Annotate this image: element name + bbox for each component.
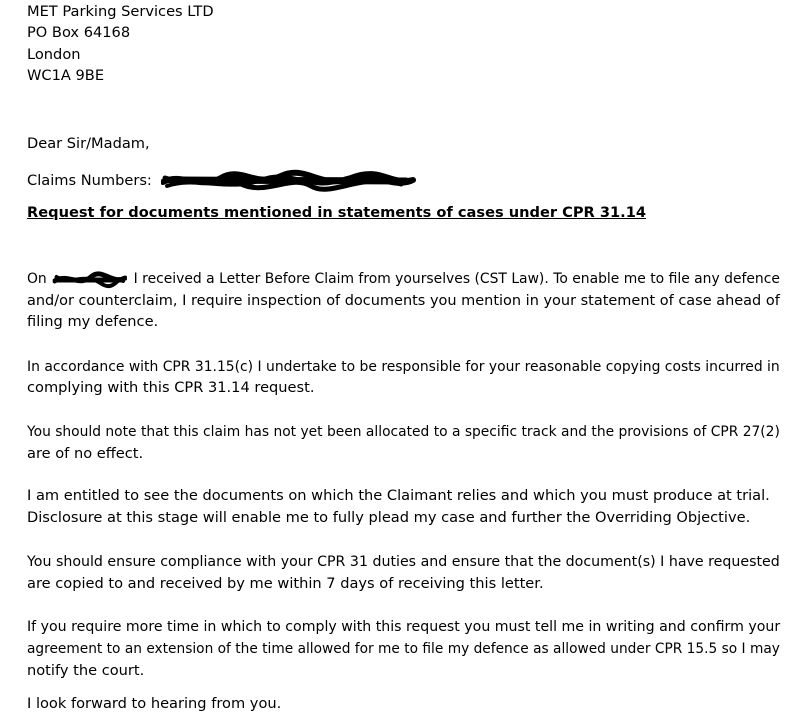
claims-label: Claims Numbers: (27, 172, 152, 189)
redaction-scribble (161, 168, 416, 194)
address-city: London (27, 46, 81, 63)
paragraph-1-prefix: On (27, 270, 47, 287)
date-redaction-scribble (53, 269, 127, 289)
paragraph-1-line-1 (27, 268, 780, 290)
paragraph-2-line-2: complying with this CPR 31.14 request. (27, 379, 315, 396)
paragraph-1-line-3: filing my defence. (27, 313, 159, 330)
letter-heading: Request for documents mentioned in statements of cases under CPR 31.14 (27, 204, 647, 221)
paragraph-6-line-3: notify the court. (27, 662, 145, 679)
paragraph-3-line-1: You should note that this claim has not yet been allocated to a specific track and the provisions of CPR 27(2) (27, 423, 780, 440)
paragraph-4-line-2: Disclosure at this stage will enable me to fully plead my case and further the Overriding Objective. (27, 509, 751, 526)
paragraph-6-line-2: agreement to an extension of the time allowed for me to file my defence as allowed under CPR 15.5 so I may (27, 640, 780, 657)
address-postcode: WC1A 9BE (27, 67, 105, 84)
paragraph-3-line-2: are of no effect. (27, 445, 144, 462)
paragraph-5-line-2: are copied to and received by me within 7 days of receiving this letter. (27, 575, 544, 592)
closing-line: I look forward to hearing from you. (27, 695, 282, 712)
paragraph-5-line-1: You should ensure compliance with your CPR 31 duties and ensure that the document(s) I have requested (27, 553, 780, 570)
claims-line (27, 168, 416, 194)
address-po-box: PO Box 64168 (27, 24, 131, 41)
address-company: MET Parking Services LTD (27, 3, 214, 20)
paragraph-2-line-1: In accordance with CPR 31.15(c) I undertake to be responsible for your reasonable copying costs incurred in (27, 358, 780, 375)
salutation: Dear Sir/Madam, (27, 135, 150, 152)
paragraph-6-line-1: If you require more time in which to comply with this request you must tell me in writing and confirm your (27, 618, 781, 635)
paragraph-1-line-2: and/or counterclaim, I require inspection of documents you mention in your statement of case ahead of (27, 292, 780, 309)
paragraph-4-line-1: I am entitled to see the documents on which the Claimant relies and which you must produce at trial. (27, 487, 770, 504)
paragraph-1-text-1: I received a Letter Before Claim from yourselves (CST Law). To enable me to file any defence (133, 270, 780, 287)
